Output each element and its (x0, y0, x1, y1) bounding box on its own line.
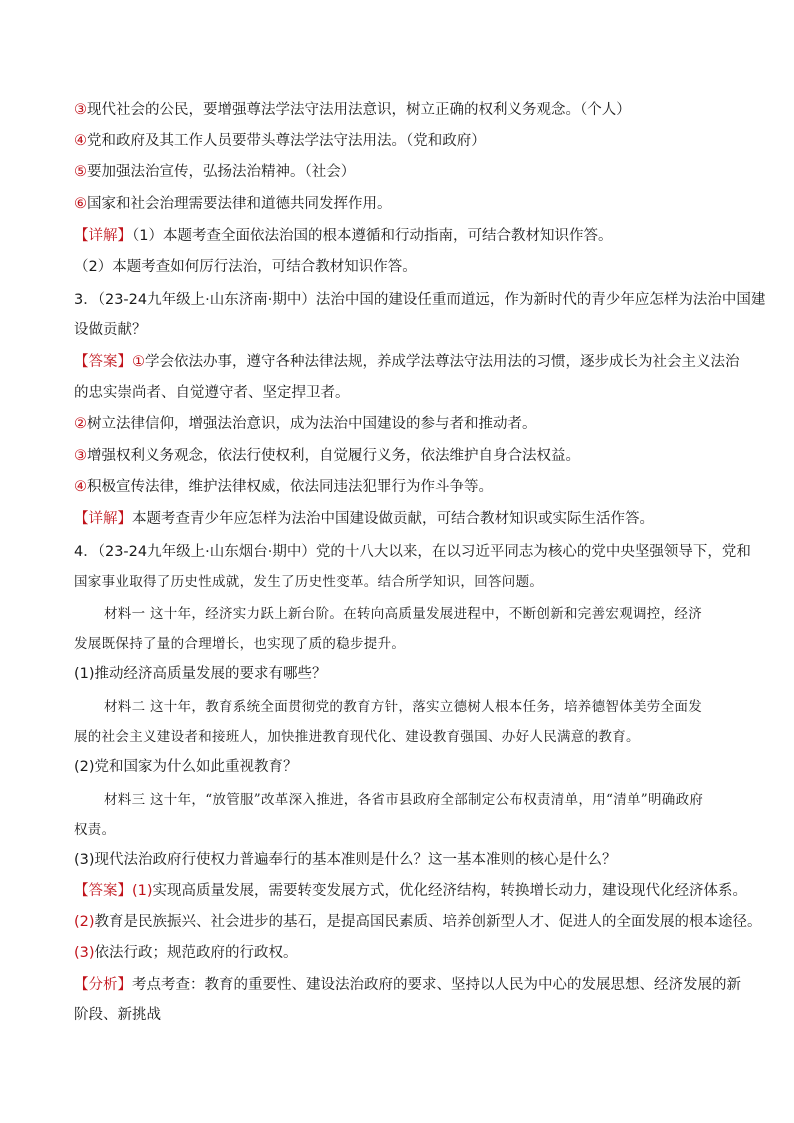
material-1-line-2: 发展既保持了量的合理增长，也实现了质的稳步提升。 (74, 636, 406, 652)
answer-3-point-3: ③增强权利义务观念，依法行使权利，自觉履行义务，依法维护自身合法权益。 (74, 448, 580, 464)
material-3-line-1: 材料三 这十年，“放管服”改革深入推进，各省市县政府全部制定公布权责清单，用“清单”明确政府 (104, 792, 704, 808)
explanation-2: （2）本题考查如何厉行法治，可结合教材知识作答。 (74, 259, 417, 275)
material-2-line-1: 材料二 这十年，教育系统全面贯彻党的教育方针，落实立德树人根本任务，培养德智体美劳全面发 (104, 699, 702, 715)
answer-point-3: ③现代社会的公民，要增强尊法学法守法用法意识，树立正确的权利义务观念。（个人） (74, 102, 631, 118)
answer-point-4: ④党和政府及其工作人员要带头尊法学法守法用法。（党和政府） (74, 133, 486, 149)
answer-3-point-4: ④积极宣传法律，维护法律权威，依法同违法犯罪行为作斗争等。 (74, 479, 493, 495)
answer-4-line-2: (2)教育是民族振兴、社会进步的基石，是提高国民素质、培养创新型人才、促进人的全面发展的根本途径。 (74, 914, 762, 930)
answer-3-line-1: 【答案】①学会依法办事，遵守各种法律法规，养成学法尊法守法用法的习惯，逐步成长为社会主义法治 (74, 354, 740, 370)
answer-point-6: ⑥国家和社会治理需要法律和道德共同发挥作用。 (74, 196, 392, 212)
question-4-line-2: 国家事业取得了历史性成就，发生了历史性变革。结合所学知识，回答问题。 (74, 574, 544, 590)
answer-point-5: ⑤要加强法治宣传，弘扬法治精神。（社会） (74, 164, 356, 180)
material-2-line-2: 展的社会主义建设者和接班人，加快推进教育现代化、建设教育强国、办好人民满意的教育。 (74, 729, 640, 745)
analysis-line-1: 【分析】考点考查：教育的重要性、建设法治政府的要求、坚持以人民为中心的发展思想、经济发展的新 (74, 977, 741, 993)
material-1-line-1: 材料一 这十年，经济实力跃上新台阶。在转向高质量发展进程中，不断创新和完善宏观调控，经济 (104, 606, 702, 622)
question-4-line-1: 4．（23-24九年级上·山东烟台·期中）党的十八大以来，在以习近平同志为核心的党中央坚强领导下，党和 (74, 544, 751, 560)
sub-question-3: (3)现代法治政府行使权力普遍奉行的基本准则是什么？这一基本准则的核心是什么？ (74, 852, 617, 868)
analysis-line-2: 阶段、新挑战 (74, 1007, 161, 1023)
question-3-line-1: 3．（23-24九年级上·山东济南·期中）法治中国的建设任重而道远，作为新时代的青少年应怎样为法治中国建 (74, 292, 766, 308)
answer-3-line-2: 的忠实崇尚者、自觉遵守者、坚定捍卫者。 (74, 385, 350, 401)
answer-3-point-2: ②树立法律信仰，增强法治意识，成为法治中国建设的参与者和推动者。 (74, 416, 537, 432)
material-3-line-2: 权责。 (74, 822, 116, 838)
answer-4-line-1: 【答案】(1)实现高质量发展，需要转变发展方式，优化经济结构，转换增长动力，建设现代化经济体系。 (74, 883, 748, 899)
answer-4-line-3: (3)依法行政；规范政府的行政权。 (74, 945, 298, 961)
question-3-line-2: 设做贡献？ (74, 322, 147, 338)
explanation-3: 【详解】本题考查青少年应怎样为法治中国建设做贡献，可结合教材知识或实际生活作答。 (74, 511, 654, 527)
explanation-1: 【详解】（1）本题考查全面依法治国的根本遵循和行动指南，可结合教材知识作答。 (74, 228, 613, 244)
sub-question-2: (2)党和国家为什么如此重视教育？ (74, 759, 298, 775)
sub-question-1: (1)推动经济高质量发展的要求有哪些？ (74, 666, 327, 682)
